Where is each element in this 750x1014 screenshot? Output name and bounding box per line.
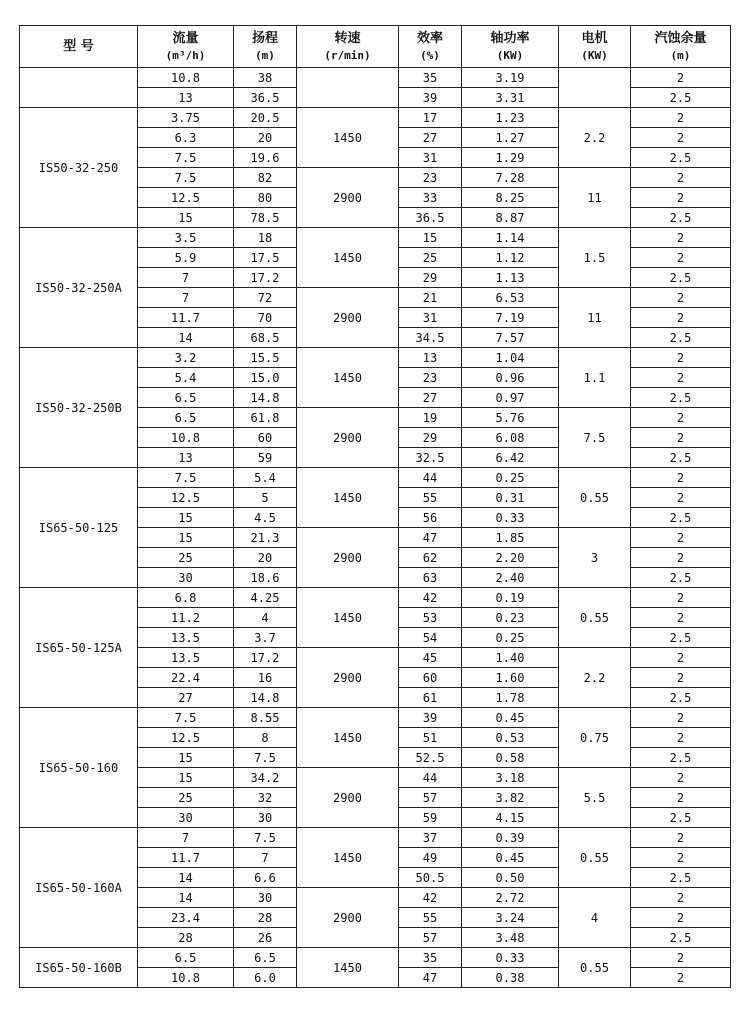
motor-cell: 0.55	[559, 468, 631, 528]
shaft-power-cell: 4.15	[462, 808, 559, 828]
shaft-power-cell: 8.87	[462, 208, 559, 228]
header-motor: 电机 (KW)	[559, 26, 631, 68]
header-row	[20, 26, 731, 68]
npsh-cell: 2	[631, 848, 731, 868]
speed-cell	[297, 68, 399, 108]
flow-cell: 6.5	[138, 408, 234, 428]
npsh-cell: 2	[631, 248, 731, 268]
head-cell: 17.2	[234, 268, 297, 288]
head-cell: 18.6	[234, 568, 297, 588]
speed-cell: 1450	[297, 708, 399, 768]
flow-cell: 6.8	[138, 588, 234, 608]
flow-cell: 15	[138, 768, 234, 788]
speed-cell: 2900	[297, 288, 399, 348]
shaft-power-cell: 6.53	[462, 288, 559, 308]
npsh-cell: 2.5	[631, 568, 731, 588]
flow-cell: 23.4	[138, 908, 234, 928]
head-cell: 28	[234, 908, 297, 928]
motor-cell: 2.2	[559, 648, 631, 708]
model-cell: IS65-50-125A	[20, 588, 138, 708]
flow-cell: 3.2	[138, 348, 234, 368]
shaft-power-cell: 1.60	[462, 668, 559, 688]
npsh-cell: 2.5	[631, 868, 731, 888]
efficiency-cell: 47	[399, 528, 462, 548]
motor-cell: 4	[559, 888, 631, 948]
shaft-power-cell: 7.19	[462, 308, 559, 328]
table-row	[20, 708, 731, 728]
flow-cell: 10.8	[138, 968, 234, 988]
motor-cell	[559, 68, 631, 108]
head-cell: 8	[234, 728, 297, 748]
npsh-cell: 2	[631, 768, 731, 788]
model-cell: IS65-50-160A	[20, 828, 138, 948]
efficiency-cell: 62	[399, 548, 462, 568]
efficiency-cell: 50.5	[399, 868, 462, 888]
head-cell: 38	[234, 68, 297, 88]
flow-cell: 15	[138, 508, 234, 528]
efficiency-cell: 44	[399, 468, 462, 488]
efficiency-cell: 53	[399, 608, 462, 628]
head-cell: 36.5	[234, 88, 297, 108]
flow-cell: 14	[138, 328, 234, 348]
head-cell: 3.7	[234, 628, 297, 648]
flow-cell: 15	[138, 208, 234, 228]
header-head: 扬程 (m)	[234, 26, 297, 68]
flow-cell: 10.8	[138, 68, 234, 88]
header-flow: 流量 (m³/h)	[138, 26, 234, 68]
shaft-power-cell: 6.42	[462, 448, 559, 468]
npsh-cell: 2.5	[631, 928, 731, 948]
table-body	[20, 68, 731, 988]
head-cell: 80	[234, 188, 297, 208]
flow-cell: 12.5	[138, 188, 234, 208]
speed-cell: 2900	[297, 648, 399, 708]
efficiency-cell: 35	[399, 948, 462, 968]
speed-cell: 1450	[297, 828, 399, 888]
efficiency-cell: 23	[399, 368, 462, 388]
speed-cell: 2900	[297, 768, 399, 828]
shaft-power-cell: 0.39	[462, 828, 559, 848]
npsh-cell: 2.5	[631, 148, 731, 168]
shaft-power-cell: 0.25	[462, 468, 559, 488]
shaft-power-cell: 0.33	[462, 948, 559, 968]
npsh-cell: 2.5	[631, 748, 731, 768]
flow-cell: 11.7	[138, 848, 234, 868]
flow-cell: 13.5	[138, 628, 234, 648]
flow-cell: 12.5	[138, 488, 234, 508]
shaft-power-cell: 7.28	[462, 168, 559, 188]
flow-cell: 7.5	[138, 468, 234, 488]
shaft-power-cell: 7.57	[462, 328, 559, 348]
head-cell: 6.0	[234, 968, 297, 988]
head-cell: 20.5	[234, 108, 297, 128]
efficiency-cell: 29	[399, 428, 462, 448]
speed-cell: 1450	[297, 228, 399, 288]
npsh-cell: 2.5	[631, 448, 731, 468]
head-cell: 20	[234, 128, 297, 148]
shaft-power-cell: 1.27	[462, 128, 559, 148]
head-cell: 30	[234, 888, 297, 908]
head-cell: 7.5	[234, 828, 297, 848]
table-row	[20, 948, 731, 968]
shaft-power-cell: 5.76	[462, 408, 559, 428]
npsh-cell: 2	[631, 468, 731, 488]
flow-cell: 15	[138, 748, 234, 768]
flow-cell: 7	[138, 268, 234, 288]
npsh-cell: 2	[631, 668, 731, 688]
npsh-cell: 2.5	[631, 508, 731, 528]
shaft-power-cell: 0.38	[462, 968, 559, 988]
header-shaft-power: 轴功率 (KW)	[462, 26, 559, 68]
npsh-cell: 2	[631, 828, 731, 848]
head-cell: 4.25	[234, 588, 297, 608]
npsh-cell: 2.5	[631, 808, 731, 828]
shaft-power-cell: 0.33	[462, 508, 559, 528]
table-row	[20, 588, 731, 608]
npsh-cell: 2.5	[631, 328, 731, 348]
head-cell: 20	[234, 548, 297, 568]
head-cell: 15.5	[234, 348, 297, 368]
head-cell: 6.5	[234, 948, 297, 968]
shaft-power-cell: 0.45	[462, 848, 559, 868]
speed-cell: 2900	[297, 528, 399, 588]
shaft-power-cell: 0.19	[462, 588, 559, 608]
head-cell: 6.6	[234, 868, 297, 888]
efficiency-cell: 57	[399, 788, 462, 808]
shaft-power-cell: 2.40	[462, 568, 559, 588]
flow-cell: 28	[138, 928, 234, 948]
shaft-power-cell: 1.40	[462, 648, 559, 668]
motor-cell: 3	[559, 528, 631, 588]
npsh-cell: 2	[631, 888, 731, 908]
flow-cell: 10.8	[138, 428, 234, 448]
flow-cell: 7.5	[138, 148, 234, 168]
header-efficiency: 效率 (%)	[399, 26, 462, 68]
motor-cell: 1.5	[559, 228, 631, 288]
table-row	[20, 468, 731, 488]
npsh-cell: 2.5	[631, 688, 731, 708]
npsh-cell: 2	[631, 408, 731, 428]
npsh-cell: 2	[631, 908, 731, 928]
flow-cell: 3.5	[138, 228, 234, 248]
flow-cell: 13	[138, 448, 234, 468]
head-cell: 61.8	[234, 408, 297, 428]
head-cell: 5.4	[234, 468, 297, 488]
shaft-power-cell: 0.31	[462, 488, 559, 508]
efficiency-cell: 23	[399, 168, 462, 188]
flow-cell: 5.9	[138, 248, 234, 268]
head-cell: 8.55	[234, 708, 297, 728]
flow-cell: 5.4	[138, 368, 234, 388]
flow-cell: 13.5	[138, 648, 234, 668]
flow-cell: 7	[138, 288, 234, 308]
efficiency-cell: 54	[399, 628, 462, 648]
motor-cell: 0.75	[559, 708, 631, 768]
head-cell: 70	[234, 308, 297, 328]
speed-cell: 1450	[297, 948, 399, 988]
motor-cell: 0.55	[559, 588, 631, 648]
efficiency-cell: 44	[399, 768, 462, 788]
shaft-power-cell: 2.72	[462, 888, 559, 908]
npsh-cell: 2	[631, 948, 731, 968]
head-cell: 14.8	[234, 688, 297, 708]
efficiency-cell: 49	[399, 848, 462, 868]
efficiency-cell: 13	[399, 348, 462, 368]
efficiency-cell: 31	[399, 148, 462, 168]
npsh-cell: 2	[631, 188, 731, 208]
efficiency-cell: 15	[399, 228, 462, 248]
npsh-cell: 2	[631, 368, 731, 388]
flow-cell: 25	[138, 788, 234, 808]
efficiency-cell: 42	[399, 888, 462, 908]
head-cell: 82	[234, 168, 297, 188]
model-cell: IS50-32-250B	[20, 348, 138, 468]
efficiency-cell: 59	[399, 808, 462, 828]
head-cell: 78.5	[234, 208, 297, 228]
efficiency-cell: 17	[399, 108, 462, 128]
efficiency-cell: 42	[399, 588, 462, 608]
motor-cell: 1.1	[559, 348, 631, 408]
efficiency-cell: 63	[399, 568, 462, 588]
npsh-cell: 2.5	[631, 388, 731, 408]
model-cell: IS65-50-160	[20, 708, 138, 828]
npsh-cell: 2	[631, 968, 731, 988]
npsh-cell: 2	[631, 68, 731, 88]
efficiency-cell: 47	[399, 968, 462, 988]
flow-cell: 30	[138, 568, 234, 588]
speed-cell: 2900	[297, 888, 399, 948]
speed-cell: 2900	[297, 408, 399, 468]
efficiency-cell: 25	[399, 248, 462, 268]
efficiency-cell: 37	[399, 828, 462, 848]
efficiency-cell: 21	[399, 288, 462, 308]
shaft-power-cell: 0.45	[462, 708, 559, 728]
speed-cell: 2900	[297, 168, 399, 228]
shaft-power-cell: 0.23	[462, 608, 559, 628]
header-model: 型 号	[20, 26, 138, 68]
header-speed: 转速 (r/min)	[297, 26, 399, 68]
flow-cell: 27	[138, 688, 234, 708]
npsh-cell: 2	[631, 488, 731, 508]
efficiency-cell: 29	[399, 268, 462, 288]
shaft-power-cell: 1.85	[462, 528, 559, 548]
shaft-power-cell: 3.48	[462, 928, 559, 948]
shaft-power-cell: 3.19	[462, 68, 559, 88]
shaft-power-cell: 0.97	[462, 388, 559, 408]
model-cell: IS65-50-125	[20, 468, 138, 588]
table-row	[20, 108, 731, 128]
speed-cell: 1450	[297, 108, 399, 168]
flow-cell: 13	[138, 88, 234, 108]
efficiency-cell: 55	[399, 908, 462, 928]
efficiency-cell: 33	[399, 188, 462, 208]
motor-cell: 11	[559, 288, 631, 348]
flow-cell: 30	[138, 808, 234, 828]
npsh-cell: 2	[631, 728, 731, 748]
npsh-cell: 2	[631, 548, 731, 568]
shaft-power-cell: 1.12	[462, 248, 559, 268]
speed-cell: 1450	[297, 348, 399, 408]
motor-cell: 11	[559, 168, 631, 228]
efficiency-cell: 27	[399, 128, 462, 148]
efficiency-cell: 32.5	[399, 448, 462, 468]
npsh-cell: 2.5	[631, 208, 731, 228]
flow-cell: 6.5	[138, 948, 234, 968]
flow-cell: 14	[138, 868, 234, 888]
shaft-power-cell: 3.31	[462, 88, 559, 108]
efficiency-cell: 61	[399, 688, 462, 708]
flow-cell: 7.5	[138, 708, 234, 728]
npsh-cell: 2	[631, 228, 731, 248]
head-cell: 19.6	[234, 148, 297, 168]
head-cell: 14.8	[234, 388, 297, 408]
model-cell: IS50-32-250	[20, 108, 138, 228]
shaft-power-cell: 0.50	[462, 868, 559, 888]
shaft-power-cell: 1.23	[462, 108, 559, 128]
shaft-power-cell: 1.14	[462, 228, 559, 248]
efficiency-cell: 34.5	[399, 328, 462, 348]
npsh-cell: 2	[631, 348, 731, 368]
head-cell: 4.5	[234, 508, 297, 528]
npsh-cell: 2.5	[631, 628, 731, 648]
efficiency-cell: 52.5	[399, 748, 462, 768]
model-cell	[20, 68, 138, 108]
speed-cell: 1450	[297, 468, 399, 528]
pump-performance-table	[19, 25, 731, 988]
shaft-power-cell: 8.25	[462, 188, 559, 208]
npsh-cell: 2	[631, 168, 731, 188]
flow-cell: 12.5	[138, 728, 234, 748]
npsh-cell: 2	[631, 648, 731, 668]
shaft-power-cell: 6.08	[462, 428, 559, 448]
efficiency-cell: 60	[399, 668, 462, 688]
shaft-power-cell: 0.25	[462, 628, 559, 648]
efficiency-cell: 57	[399, 928, 462, 948]
efficiency-cell: 19	[399, 408, 462, 428]
npsh-cell: 2	[631, 528, 731, 548]
flow-cell: 7.5	[138, 168, 234, 188]
npsh-cell: 2	[631, 588, 731, 608]
model-cell: IS65-50-160B	[20, 948, 138, 988]
shaft-power-cell: 1.13	[462, 268, 559, 288]
shaft-power-cell: 3.82	[462, 788, 559, 808]
flow-cell: 22.4	[138, 668, 234, 688]
head-cell: 60	[234, 428, 297, 448]
efficiency-cell: 51	[399, 728, 462, 748]
motor-cell: 7.5	[559, 408, 631, 468]
speed-cell: 1450	[297, 588, 399, 648]
shaft-power-cell: 1.78	[462, 688, 559, 708]
table-row	[20, 228, 731, 248]
head-cell: 26	[234, 928, 297, 948]
efficiency-cell: 27	[399, 388, 462, 408]
motor-cell: 2.2	[559, 108, 631, 168]
shaft-power-cell: 0.53	[462, 728, 559, 748]
head-cell: 30	[234, 808, 297, 828]
shaft-power-cell: 0.58	[462, 748, 559, 768]
head-cell: 21.3	[234, 528, 297, 548]
efficiency-cell: 39	[399, 88, 462, 108]
head-cell: 16	[234, 668, 297, 688]
npsh-cell: 2	[631, 108, 731, 128]
efficiency-cell: 39	[399, 708, 462, 728]
flow-cell: 6.5	[138, 388, 234, 408]
head-cell: 15.0	[234, 368, 297, 388]
flow-cell: 11.2	[138, 608, 234, 628]
model-cell: IS50-32-250A	[20, 228, 138, 348]
head-cell: 68.5	[234, 328, 297, 348]
shaft-power-cell: 1.29	[462, 148, 559, 168]
head-cell: 34.2	[234, 768, 297, 788]
head-cell: 32	[234, 788, 297, 808]
head-cell: 72	[234, 288, 297, 308]
flow-cell: 3.75	[138, 108, 234, 128]
motor-cell: 5.5	[559, 768, 631, 828]
flow-cell: 7	[138, 828, 234, 848]
flow-cell: 25	[138, 548, 234, 568]
head-cell: 7	[234, 848, 297, 868]
head-cell: 59	[234, 448, 297, 468]
npsh-cell: 2	[631, 708, 731, 728]
efficiency-cell: 35	[399, 68, 462, 88]
npsh-cell: 2.5	[631, 268, 731, 288]
efficiency-cell: 55	[399, 488, 462, 508]
npsh-cell: 2	[631, 308, 731, 328]
npsh-cell: 2	[631, 428, 731, 448]
table-row	[20, 348, 731, 368]
head-cell: 4	[234, 608, 297, 628]
head-cell: 17.5	[234, 248, 297, 268]
efficiency-cell: 31	[399, 308, 462, 328]
npsh-cell: 2	[631, 128, 731, 148]
shaft-power-cell: 0.96	[462, 368, 559, 388]
shaft-power-cell: 3.24	[462, 908, 559, 928]
flow-cell: 6.3	[138, 128, 234, 148]
table-row	[20, 828, 731, 848]
efficiency-cell: 36.5	[399, 208, 462, 228]
head-cell: 18	[234, 228, 297, 248]
npsh-cell: 2	[631, 288, 731, 308]
header-npsh: 汽蚀余量 (m)	[631, 26, 731, 68]
npsh-cell: 2	[631, 788, 731, 808]
head-cell: 5	[234, 488, 297, 508]
head-cell: 7.5	[234, 748, 297, 768]
npsh-cell: 2.5	[631, 88, 731, 108]
shaft-power-cell: 3.18	[462, 768, 559, 788]
table-row	[20, 68, 731, 88]
efficiency-cell: 45	[399, 648, 462, 668]
motor-cell: 0.55	[559, 828, 631, 888]
motor-cell: 0.55	[559, 948, 631, 988]
head-cell: 17.2	[234, 648, 297, 668]
flow-cell: 15	[138, 528, 234, 548]
shaft-power-cell: 2.20	[462, 548, 559, 568]
flow-cell: 11.7	[138, 308, 234, 328]
shaft-power-cell: 1.04	[462, 348, 559, 368]
efficiency-cell: 56	[399, 508, 462, 528]
npsh-cell: 2	[631, 608, 731, 628]
flow-cell: 14	[138, 888, 234, 908]
